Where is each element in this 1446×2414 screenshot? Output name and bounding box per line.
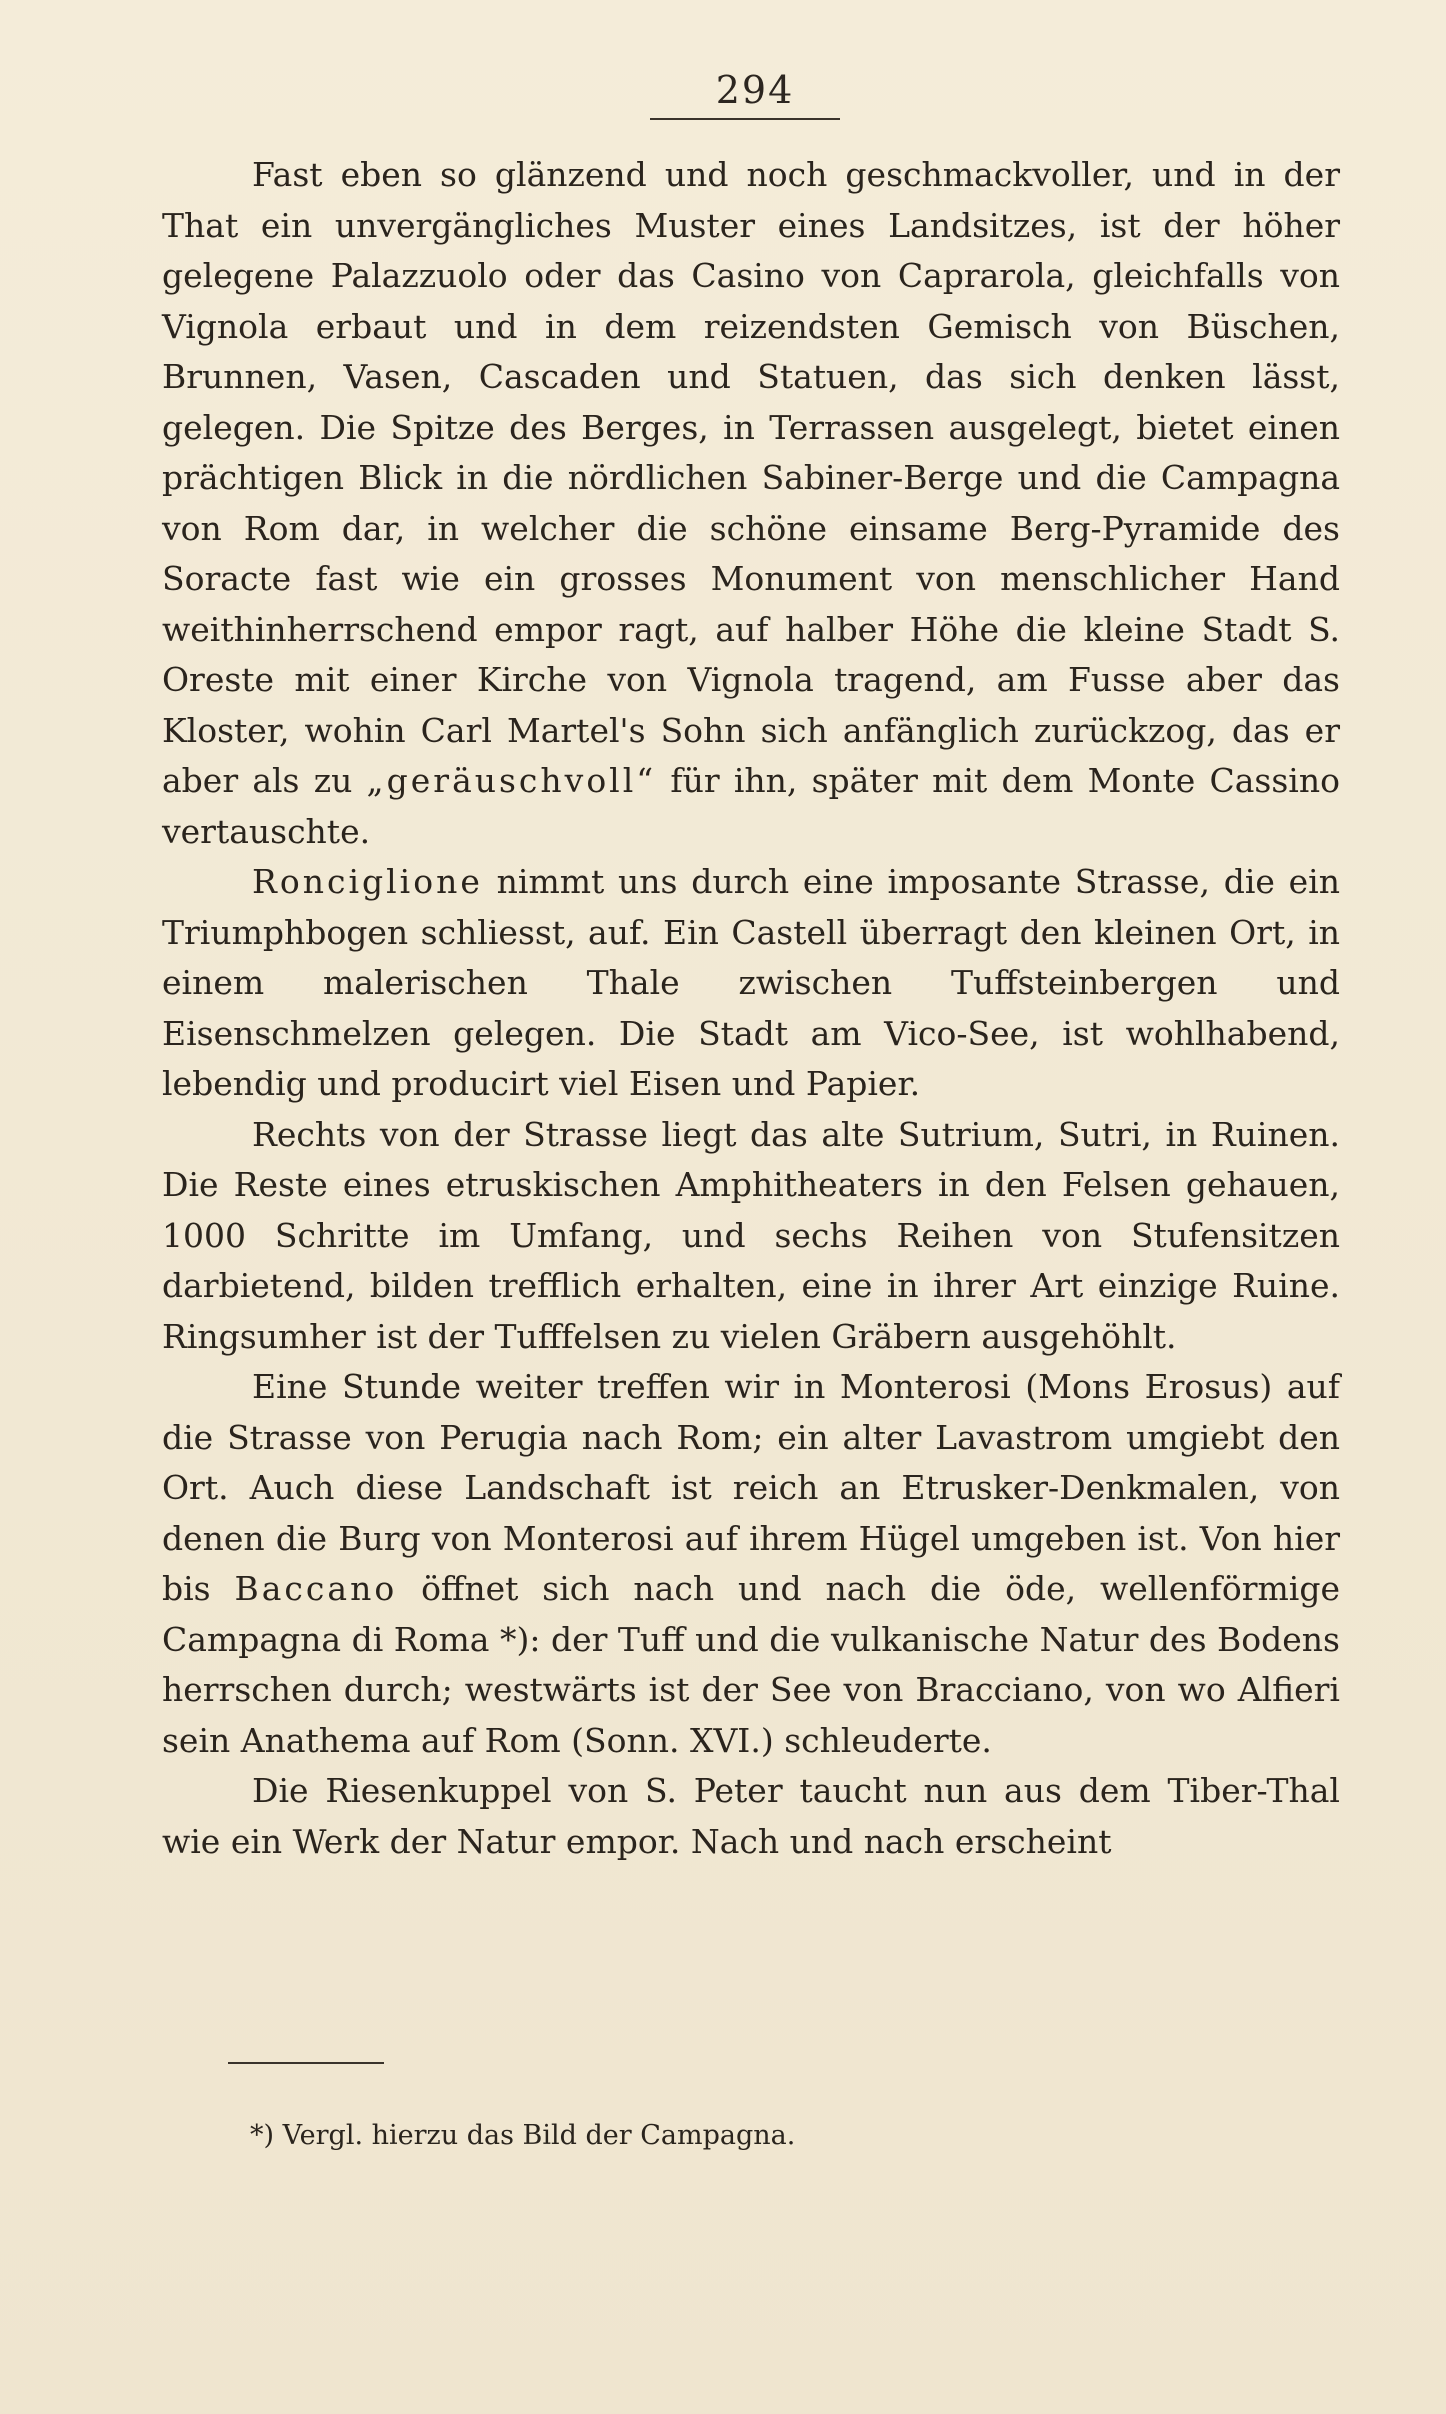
footnote-text: Vergl. hierzu das Bild der Campagna. (274, 2120, 796, 2151)
page-number: 294 (715, 68, 795, 112)
paragraph-2-text: nimmt uns durch eine imposante Strasse, die ein Triumphbogen schliesst, auf. Ein Castell überragt den kleinen Ort, in einem malerischen Thale zwischen Tuffsteinbergen und Eisenschmelzen gelegen. Die Stadt am Vico-See, ist wohlhabend, lebendig und producirt viel Eisen und Papier. (162, 862, 1340, 1103)
paragraph-1-text: Fast eben so glänzend und noch geschmackvoller, und in der That ein unvergängliches Muster eines Landsitzes, ist der höher gelegene Palazzuolo oder das Casino von Caprarola, gleichfalls von Vignola erbaut und in dem reizendsten Gemisch von Büschen, Brunnen, Vasen, Cascaden und Statuen, das sich denken lässt, gelegen. Die Spitze des Berges, in Terrassen ausgelegt, bietet einen prächtigen Blick in die nördlichen Sabiner-Berge und die Campagna von Rom dar, in welcher die schöne einsame Berg-Pyramide des Soracte fast wie ein grosses Monument von menschlicher Hand weithinherrschend empor ragt, auf halber Höhe die kleine Stadt S. Oreste mit einer Kirche von Vignola tragend, am Fusse aber das Kloster, wohin Carl Martel's Sohn sich anfänglich zurückzog, das er aber als zu (162, 155, 1340, 800)
paragraph-2 (162, 857, 1340, 1110)
footnote-rule (228, 2062, 384, 2064)
footnote-marker: *) (250, 2120, 275, 2151)
paragraph-1-rest: für ihn, später mit dem Monte Cassino vertauschte. (162, 761, 1340, 851)
paragraph-1 (162, 150, 1340, 857)
paragraph-4 (162, 1362, 1340, 1766)
body-text (162, 150, 1340, 1867)
paragraph-1-spaced-word: „geräuschvoll“ (366, 761, 657, 800)
paragraph-4-spaced-word: Baccano (234, 1569, 398, 1608)
page-number-rule (650, 118, 840, 120)
paragraph-4-rest: öffnet sich nach und nach die öde, wellenförmige Campagna di Roma *): der Tuff und die vulkanische Natur des Bodens herrschen durch; westwärts ist der See von Bracciano, von wo Alfieri sein Anathema auf Rom (Sonn. XVI.) schleuderte. (162, 1569, 1340, 1760)
paragraph-3-text: Rechts von der Strasse liegt das alte Sutrium, Sutri, in Ruinen. Die Reste eines etruskischen Amphitheaters in den Felsen gehauen, 1000 Schritte im Umfang, und sechs Reihen von Stufensitzen darbietend, bilden trefflich erhalten, eine in ihrer Art einzige Ruine. Ringsumher ist der Tufffelsen zu vielen Gräbern ausgehöhlt. (162, 1114, 1340, 1356)
footnote (250, 2118, 1150, 2154)
paragraph-5 (162, 1766, 1340, 1867)
paragraph-3 (162, 1110, 1340, 1363)
paragraph-2-lead: Ronciglione (252, 862, 483, 901)
paragraph-5-text: Die Riesenkuppel von S. Peter taucht nun aus dem Tiber-Thal wie ein Werk der Natur empor. Nach und nach erscheint (162, 1771, 1340, 1861)
paragraph-4-text: Eine Stunde weiter treffen wir in Monterosi (Mons Erosus) auf die Strasse von Perugia nach Rom; ein alter Lavastrom umgiebt den Ort. Auch diese Landschaft ist reich an Etrusker-Denkmalen, von denen die Burg von Monterosi auf ihrem Hügel umgeben ist. Von hier bis (162, 1367, 1340, 1608)
